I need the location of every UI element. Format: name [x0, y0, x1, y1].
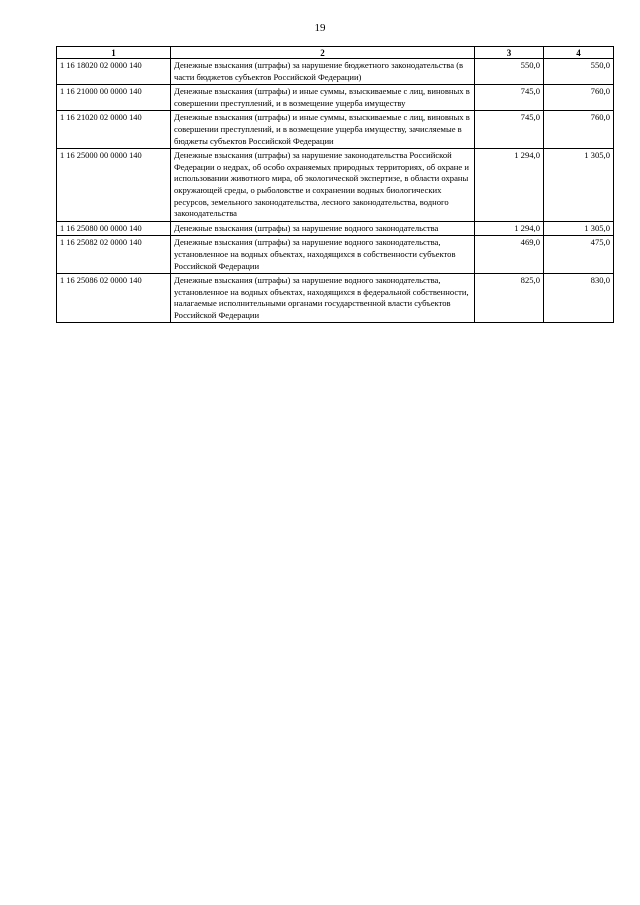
revenue-name-cell: Денежные взыскания (штрафы) за нарушение водного законодательства — [171, 221, 475, 236]
value-3-cell: 469,0 — [475, 236, 544, 274]
value-3-cell: 825,0 — [475, 274, 544, 323]
revenue-name-cell: Денежные взыскания (штрафы) за нарушение законодательства Российской Федерации о недрах, об особо охраняемых природных территориях, об охране и использовании животного мира, об экологической экспертизе, в области охраны окружающей среды, о рыболовстве и сохранении водных биологических ресурсов, земельного законодательства, лесного законодательства, водного законодательства — [171, 149, 475, 222]
table-row — [57, 149, 614, 222]
value-4-cell: 1 305,0 — [544, 221, 614, 236]
revenue-name-cell: Денежные взыскания (штрафы) за нарушение водного законодательства, установленное на водных объектах, находящихся в собственности субъектов Российской Федерации — [171, 236, 475, 274]
revenue-code-cell: 1 16 25000 00 0000 140 — [57, 149, 171, 222]
value-4-cell: 760,0 — [544, 111, 614, 149]
table-row — [57, 221, 614, 236]
revenue-code-cell: 1 16 18020 02 0000 140 — [57, 59, 171, 85]
table-row — [57, 274, 614, 323]
value-4-cell: 830,0 — [544, 274, 614, 323]
value-3-cell: 1 294,0 — [475, 221, 544, 236]
revenue-name-cell: Денежные взыскания (штрафы) за нарушение водного законодательства, установленное на водных объектах, находящихся в федеральной собственности, налагаемые исполнительными органами государственной власти субъектов Российской Федерации — [171, 274, 475, 323]
revenue-name-cell: Денежные взыскания (штрафы) за нарушение бюджетного законодательства (в части бюджетов субъектов Российской Федерации) — [171, 59, 475, 85]
value-4-cell: 550,0 — [544, 59, 614, 85]
value-3-cell: 550,0 — [475, 59, 544, 85]
value-3-cell: 1 294,0 — [475, 149, 544, 222]
table-row — [57, 111, 614, 149]
page-number: 19 — [314, 22, 326, 34]
revenue-name-cell: Денежные взыскания (штрафы) и иные суммы, взыскиваемые с лиц, виновных в совершении преступлений, и в возмещение ущерба имуществу, зачисляемые в бюджеты субъектов Российской Федерации — [171, 111, 475, 149]
column-header-value-4: 4 — [544, 47, 614, 59]
value-4-cell: 1 305,0 — [544, 149, 614, 222]
table-header-row — [57, 47, 614, 59]
column-header-name: 2 — [171, 47, 475, 59]
value-3-cell: 745,0 — [475, 111, 544, 149]
table-row — [57, 236, 614, 274]
revenue-table — [56, 46, 614, 323]
revenue-code-cell: 1 16 25082 02 0000 140 — [57, 236, 171, 274]
revenue-code-cell: 1 16 21000 00 0000 140 — [57, 85, 171, 111]
value-4-cell: 475,0 — [544, 236, 614, 274]
value-3-cell: 745,0 — [475, 85, 544, 111]
table-row — [57, 59, 614, 85]
table-row — [57, 85, 614, 111]
revenue-code-cell: 1 16 21020 02 0000 140 — [57, 111, 171, 149]
column-header-code: 1 — [57, 47, 171, 59]
value-4-cell: 760,0 — [544, 85, 614, 111]
column-header-value-3: 3 — [475, 47, 544, 59]
revenue-code-cell: 1 16 25086 02 0000 140 — [57, 274, 171, 323]
revenue-code-cell: 1 16 25080 00 0000 140 — [57, 221, 171, 236]
revenue-name-cell: Денежные взыскания (штрафы) и иные суммы, взыскиваемые с лиц, виновных в совершении преступлений, и в возмещение ущерба имуществу — [171, 85, 475, 111]
